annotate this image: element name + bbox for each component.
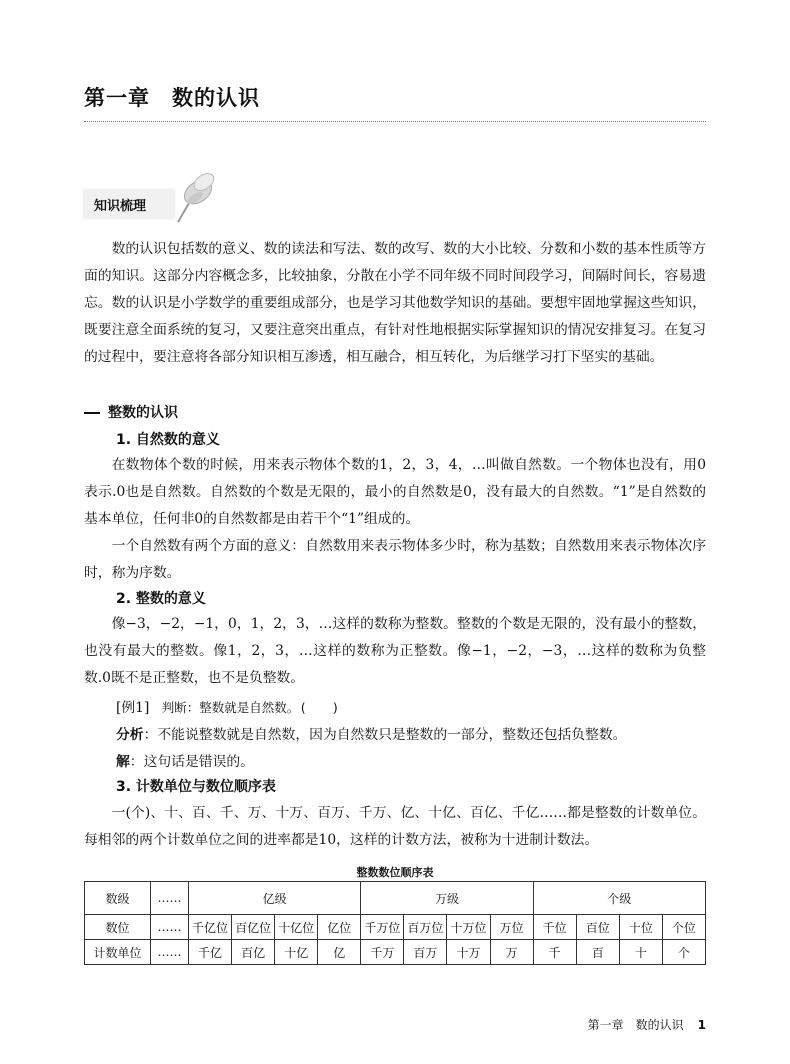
natural-numbers-paragraph: 在数物体个数的时候，用来表示物体个数的1，2，3，4，…叫做自然数。一个物体也没有，用0表示.0也是自然数。自然数的个数是无限的，最小的自然数是0，没有最大的自然数。“1”是自然数的基本单位，任何非0的自然数都是由若干个“1”组成的。: [84, 457, 706, 527]
analysis-text: ：不能说整数就是自然数，因为自然数只是整数的一部分，整数还包括负整数。: [143, 727, 627, 743]
table-cell: 百万: [404, 940, 447, 965]
counting-units-paragraph: 一(个)、十、百、千、万、十万、百万、千万、亿、十亿、百亿、千亿……都是整数的计数单位。每相邻的两个计数单位之间的进率都是10，这样的计数方法，被称为十进制计数法。: [84, 805, 706, 848]
table-cell: 百万位: [404, 915, 447, 940]
table-cell: ……: [151, 882, 189, 915]
subheading-integers: 2. 整数的意义: [116, 591, 206, 607]
page-footer: [580, 1002, 706, 1033]
table-cell: 计数单位: [85, 940, 151, 965]
analysis-label: 分析: [116, 727, 144, 743]
intro-paragraph: 数的认识包括数的意义、数的读法和写法、数的改写、数的大小比较、分数和小数的基本性质等方面的知识。这部分内容概念多，比较抽象，分散在小学不同年级不同时间段学习，间隔时间长，容易遗忘。数的认识是小学数学的重要组成部分，也是学习其他数学知识的基础。要想牢固地掌握这些知识，既要注意全面系统的复习，又要注意突出重点，有针对性地根据实际掌握知识的情况安排复习。在复习的过程中，要注意将各部分知识相互渗透，相互融合，相互转化，为后继学习打下坚实的基础。: [84, 241, 706, 365]
table-cell: 数级: [85, 882, 151, 915]
table-cell: 千亿: [189, 940, 232, 965]
example-text: 判断：整数就是自然数。( ): [161, 700, 340, 715]
table-cell: 千位: [533, 915, 576, 940]
chapter-title: 第一章 数的认识: [84, 86, 260, 110]
table-row: [85, 915, 706, 940]
table-row: [85, 882, 706, 915]
analysis-line: [116, 723, 626, 743]
table-cell: 个: [662, 940, 705, 965]
table-cell: 百: [576, 940, 619, 965]
subheading-natural-numbers: 1. 自然数的意义: [116, 432, 220, 448]
table-cell: 千万: [361, 940, 404, 965]
title-divider: [84, 121, 706, 122]
example-line: [116, 696, 339, 716]
table-cell: 亿位: [318, 915, 361, 940]
table-cell: 十万: [447, 940, 490, 965]
table-cell: 十万位: [447, 915, 490, 940]
section-heading: [84, 402, 178, 422]
section-dash-icon: [84, 412, 100, 414]
solution-text: ：这句话是错误的。: [129, 754, 254, 770]
subheading-counting-units: 3. 计数单位与数位顺序表: [116, 779, 276, 795]
footer-chapter: 第一章 数的认识: [587, 1018, 684, 1032]
place-value-table: [84, 881, 706, 965]
table-cell: 十位: [619, 915, 662, 940]
table-cell: 数位: [85, 915, 151, 940]
section-title: 整数的认识: [108, 405, 178, 421]
table-cell: 个位: [662, 915, 705, 940]
pushpin-icon: [168, 168, 220, 226]
table-cell: 十: [619, 940, 662, 965]
table-cell: 百亿: [232, 940, 275, 965]
section-tag-label: 知识梳理: [94, 199, 147, 214]
table-cell: 百位: [576, 915, 619, 940]
table-cell: ……: [151, 940, 189, 965]
table-cell: 千: [533, 940, 576, 965]
table-cell: 十亿位: [275, 915, 318, 940]
table-cell: ……: [151, 915, 189, 940]
page-number: 1: [697, 1018, 706, 1032]
table-cell: 个级: [533, 882, 705, 915]
table-row: [85, 940, 706, 965]
table-cell: 亿: [318, 940, 361, 965]
example-label: [例1]: [116, 700, 150, 716]
table-cell: 千亿位: [189, 915, 232, 940]
solution-line: [116, 750, 254, 770]
table-cell: 亿级: [189, 882, 361, 915]
integers-paragraph: 像−3，−2，−1，0，1，2，3，…这样的数称为整数。整数的个数是无限的，没有最小的整数，也没有最大的整数。像1，2，3，…这样的数称为正整数。像−1，−2，−3，…这样的数称为负整数.0既不是正整数，也不是负整数。: [84, 616, 706, 686]
natural-numbers-meaning-paragraph: 一个自然数有两个方面的意义：自然数用来表示物体多少时，称为基数；自然数用来表示物体次序时，称为序数。: [84, 538, 706, 581]
table-cell: 万级: [361, 882, 533, 915]
table-cell: 万: [490, 940, 533, 965]
table-cell: 百亿位: [232, 915, 275, 940]
table-caption: 整数数位顺序表: [356, 866, 434, 879]
table-cell: 千万位: [361, 915, 404, 940]
table-cell: 十亿: [275, 940, 318, 965]
table-cell: 万位: [490, 915, 533, 940]
solution-label: 解: [116, 754, 130, 770]
